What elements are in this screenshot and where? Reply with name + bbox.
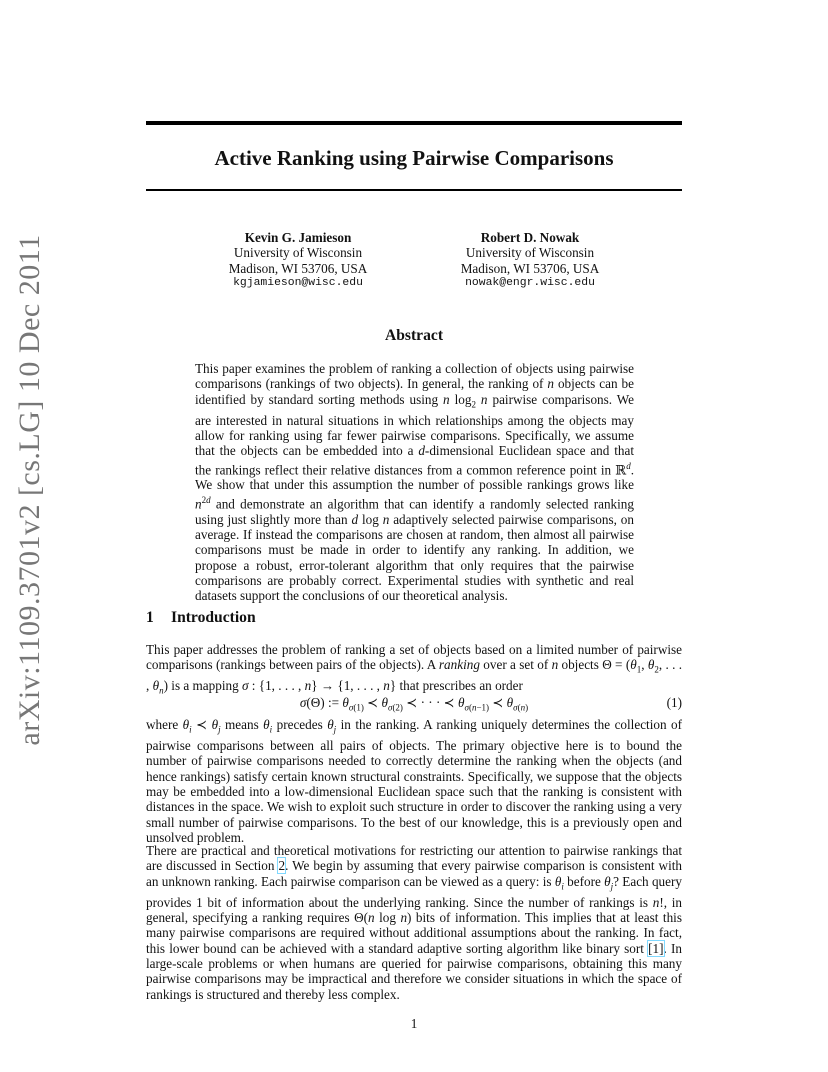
author-name: Robert D. Nowak — [480, 230, 580, 245]
author-email[interactable]: kgjamieson@wisc.edu — [233, 277, 363, 290]
abstract-body: This paper examines the problem of ranking a collection of objects using pairwise comparisons (rankings of two objects). In general, the ranking of n objects can be identified by standard sorting methods using n $\log_2 n$ pairwise comparisons. We are interested in natural situations in which relationships among the objects may allow for ranking using far fewer pairwise comparisons. Specifically, we assume that the objects can be embedded into a d-dimensional Euclidean space and that the rankings reflect their relative distances from a common reference point in ℝ$^d$. We show that under this assumption the number of possible rankings grows like $n^{2d}$ and demonstrate an algorithm that can identify a randomly selected ranking using just slightly more than d log n adaptively selected pairwise comparisons, on average. If instead the comparisons are chosen at random, then almost all pairwise comparisons must be made in order to identify any ranking. In addition, we propose a robust, error-tolerant algorithm that only requires that the pairwise comparisons are probably correct. Experimental studies with synthetic and real datasets support the conclusions of our theoretical analysis. — [195, 361, 635, 604]
arxiv-identifier — [0, 234, 60, 746]
equation-number: (1) — [666, 695, 682, 710]
author-block-2 — [410, 230, 650, 292]
author-address: Madison, WI 53706, USA — [460, 260, 600, 276]
citation-link[interactable]: [1] — [648, 940, 664, 956]
paper-title: Active Ranking using Pairwise Comparisons — [214, 146, 614, 170]
equation-body: σ(Θ) := $\theta_{\sigma(1)}$ ≺ $\theta_{\sigma(2)}$ ≺ · · · ≺ $\theta_{\sigma(n-1)}$ ≺ $\theta_{\sigma(n)}$ — [299, 695, 529, 713]
title-rule-bottom — [146, 189, 682, 191]
intro-paragraph-3: There are practical and theoretical motivations for restricting our attention to pairwise rankings that are discussed in Section 2. We begin by assuming that every pairwise comparison is consistent with an unknown ranking. Each pairwise comparison can be viewed as a query: is $\theta_i$ before $\theta_j$? Each query provides 1 bit of information about the underlying ranking. Since the number of rankings is n!, in general, specifying a ranking requires Θ(n log n) bits of information. This implies that at least this many pairwise comparisons are required without additional assumptions about the ranking. In fact, this lower bound can be achieved with a standard adaptive sorting algorithm like binary sort [1]. In large-scale problems or when humans are queried for pairwise comparisons, obtaining this many pairwise comparisons may be impractical and therefore we consider situations in which the space of rankings is structured and thereby less complex. — [146, 843, 682, 1002]
section-number: 1 — [146, 609, 154, 626]
page-number: 1 — [410, 1016, 418, 1031]
author-email[interactable]: nowak@engr.wisc.edu — [465, 277, 595, 290]
intro-paragraph-2: where $\theta_i$ ≺ $\theta_j$ means $\theta_i$ precedes $\theta_j$ in the ranking. A ranking uniquely determines the collection of pairwise comparisons between all pairs of objects. The primary objective here is to bound the number of pairwise comparisons needed to correctly determine the ranking when the objects (and hence rankings) satisfy certain known structural constraints. Specifically, we suppose that the objects may be embedded into a low-dimensional Euclidean space such that the ranking is consistent with distances in the space. We wish to exploit such structure in order to discover the ranking using a very small number of pairwise comparisons. To the best of our knowledge, this is a previously open and unsolved problem. — [146, 717, 682, 846]
author-block-1 — [178, 230, 418, 292]
author-affiliation: University of Wisconsin — [465, 245, 595, 261]
intro-paragraph-1: This paper addresses the problem of ranking a set of objects based on a limited number of pairwise comparisons (rankings between pairs of the objects). A ranking over a set of n objects $\Theta = (\theta_1$, $\theta_2$, . . . , $\theta_n$) is a mapping σ : {1, . . . , n} → {1, . . . , n} that prescribes an order — [146, 642, 683, 696]
abstract-heading: Abstract — [384, 327, 444, 344]
section-reference-link[interactable]: 2 — [278, 858, 286, 874]
title-rule-top — [146, 121, 682, 125]
author-name: Kevin G. Jamieson — [244, 230, 352, 245]
arxiv-identifier-text: arXiv:1109.3701v2 [cs.LG] 10 Dec 2011 — [13, 234, 46, 746]
author-address: Madison, WI 53706, USA — [228, 260, 368, 276]
section-title: Introduction — [171, 609, 256, 626]
author-affiliation: University of Wisconsin — [233, 245, 363, 261]
equation-1 — [146, 694, 682, 711]
section-heading-introduction — [146, 609, 256, 627]
